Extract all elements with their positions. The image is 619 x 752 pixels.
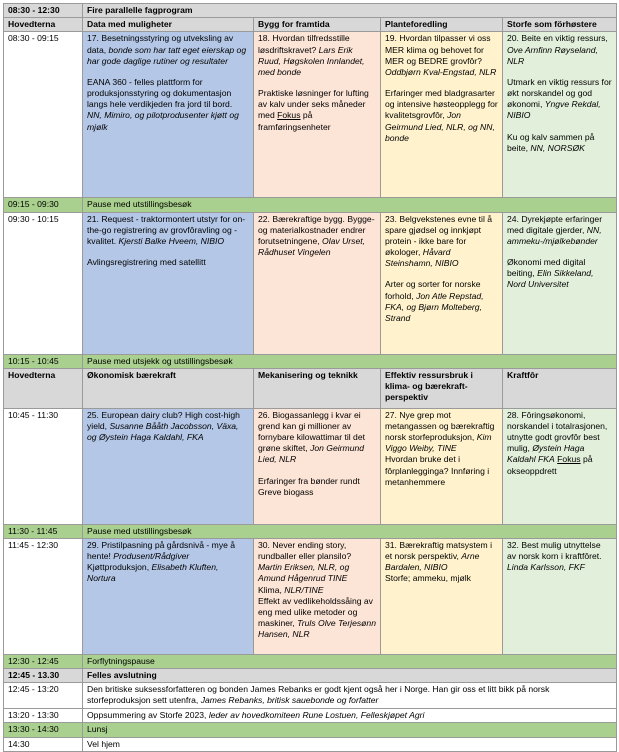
talk-24: 24. Dyrekjøpte erfaringer med digitale gjerder, NN, ammeku-/mjølkebønder Økonomi med digital beiting, Elin Sikkeland, Nord Universitet: [503, 212, 617, 354]
move-time: 12:30 - 12:45: [4, 654, 83, 668]
end-time: 14:30: [4, 737, 83, 751]
theme-storfe: Storfe som förhøstere: [503, 18, 617, 32]
pause-row-3: [4, 524, 617, 538]
session-time: 09:30 - 10:15: [4, 212, 83, 354]
move-label: Forflytningspause: [83, 654, 617, 668]
talk-17: 17. Besetningsstyring og utveksling av data, bonde som har tatt eget eierskap og har gode daglige rutiner og resultater EANA 360 - felles plattform for produksjonsstyring og dokumentasjon langs hele verdikjeden fra jord til bord. NN, Mimiro, og pilotprodusenter kjøtt og mjølk: [83, 32, 254, 198]
session-time: 10:45 - 11:30: [4, 408, 83, 524]
pause-row-2: [4, 354, 617, 368]
end-label: Vel hjem: [83, 737, 617, 751]
pause-label: Pause med utstillingsbesøk: [83, 524, 617, 538]
summary-talk: Oppsummering av Storfe 2023, leder av hovedkomiteen Rune Lostuen, Felleskjøpet Agri: [83, 709, 617, 723]
talk-23: 23. Belgvekstenes evne til å spare gjødsel og innkjøpt protein - ikke bare for økologer, Håvard Steinshamn, NIBIO Arter og sorter for norske forhold, Jon Atle Repstad, FKA, og Bjørn Molteberg, Strand: [381, 212, 503, 354]
closing-talk-time: 12:45 - 13:20: [4, 683, 83, 709]
talk-30: 30. Never ending story, rundballer eller plansilo? Martin Eriksen, NLR, og Amund Hågenrud TINE Klima, NLR/TINE Effekt av vedlikeholdssåing av eng med ulike metoder og maskiner, Truls Olve Terjesønn Hansen, NLR: [254, 538, 381, 654]
closing-row: [4, 669, 617, 683]
pause-label: Pause med utsjekk og utstillingsbesøk: [83, 354, 617, 368]
theme-okonomi: Økonomisk bærekraft: [83, 368, 254, 408]
closing-talk-row: [4, 683, 617, 709]
theme-label: Hovedterna: [4, 18, 83, 32]
theme-row-2: [4, 368, 617, 408]
header-time: 08:30 - 12:30: [4, 4, 83, 18]
move-row: [4, 654, 617, 668]
talk-20: 20. Beite en viktig ressurs, Ove Arnfinn Røyseland, NLR Utmark en viktig ressurs for økt norskandel og god økonomi, Yngve Rekdal, NIBIO Ku og kalv sammen på beite, NN, NORSØK: [503, 32, 617, 198]
talk-31: 31. Bærekraftig matsystem i et norsk perspektiv, Arne Bardalen, NIBIO Storfe; ammeku, mjølk: [381, 538, 503, 654]
theme-mekanisering: Mekanisering og teknikk: [254, 368, 381, 408]
session-row-1: [4, 32, 617, 198]
header-title: Fire parallelle fagprogram: [83, 4, 617, 18]
program-table: [3, 3, 617, 752]
theme-kraftfor: Kraftfôr: [503, 368, 617, 408]
talk-29: 29. Pristilpasning på gårdsnivå - mye å hente! Produsent/Rådgiver Kjøttproduksjon, Elisabeth Kluften, Nortura: [83, 538, 254, 654]
talk-27: 27. Nye grep mot metangassen og bærekraftig norsk storfeproduksjon, Kim Viggo Weiby, TINE Hvordan bruke det i fôrplanlegginga? Innføring i metanhemmere: [381, 408, 503, 524]
pause-time: 10:15 - 10:45: [4, 354, 83, 368]
closing-time: 12:45 - 13.30: [4, 669, 83, 683]
talk-22: 22. Bærekraftige bygg. Bygge- og materialkostnader endrer forutsetningene, Olav Urset, Rådhuset Vingelen: [254, 212, 381, 354]
pause-label: Pause med utstillingsbesøk: [83, 198, 617, 212]
talk-18: 18. Hvordan tilfredsstille løsdriftskravet? Lars Erik Ruud, Høgskolen Innlandet, med bonde Praktiske løsninger for lufting av kalv under seks måneder med Fokus på framføringsenheter: [254, 32, 381, 198]
theme-plante: Planteforedling: [381, 18, 503, 32]
talk-28: 28. Fôringsøkonomi, norskandel i totalrasjonen, utnytte godt grovfôr best mulig, Øystein Haga Kaldahl FKA Fokus på okseoppdrett: [503, 408, 617, 524]
session-row-2: [4, 212, 617, 354]
pause-time: 11:30 - 11:45: [4, 524, 83, 538]
summary-time: 13:20 - 13:30: [4, 709, 83, 723]
end-row: [4, 737, 617, 751]
lunch-row: [4, 723, 617, 737]
summary-row: [4, 709, 617, 723]
talk-21: 21. Request - traktormontert utstyr for on-the-go registrering av grovfôravling og -kvalitet. Kjersti Balke Hveem, NIBIO Avlingsregistrering med satellitt: [83, 212, 254, 354]
theme-data: Data med muligheter: [83, 18, 254, 32]
talk-32: 32. Best mulig utnyttelse av norsk korn i kraftfôret. Linda Karlsson, FKF: [503, 538, 617, 654]
lunch-time: 13:30 - 14:30: [4, 723, 83, 737]
session-row-3: [4, 408, 617, 524]
closing-label: Felles avslutning: [83, 669, 617, 683]
theme-row-1: [4, 18, 617, 32]
theme-ressursbruk: Effektiv ressursbruk i klima- og bærekraft-perspektiv: [381, 368, 503, 408]
closing-talk: Den britiske suksessforfatteren og bonden James Rebanks er godt kjent også her i Norge. Han gir oss et litt bikk på norsk storfeproduksjon sett utenfra, James Rebanks, britisk sauebonde og forfatter: [83, 683, 617, 709]
talk-25: 25. European dairy club? High cost-high yield, Susanne Bååth Jacobsson, Växa, og Øystein Haga Kaldahl, FKA: [83, 408, 254, 524]
theme-label: Hovedterna: [4, 368, 83, 408]
program-header-row: [4, 4, 617, 18]
session-time: 08:30 - 09:15: [4, 32, 83, 198]
talk-26: 26. Biogassanlegg i kvar ei grend kan gi millioner av fornybare kilowattimar til det grøne skiftet, Jon Geirmund Lied, NLR Erfaringer fra bønder rundt Greve biogass: [254, 408, 381, 524]
session-time: 11:45 - 12:30: [4, 538, 83, 654]
theme-bygg: Bygg for framtida: [254, 18, 381, 32]
pause-row-1: [4, 198, 617, 212]
pause-time: 09:15 - 09:30: [4, 198, 83, 212]
session-row-4: [4, 538, 617, 654]
talk-19: 19. Hvordan tilpasser vi oss MER klima og behovet for MER og BEDRE grovfôr? Oddbjørn Kval-Engstad, NLR Erfaringer med bladgrasarter og intensive høsteopplegg for kvalitetsgrovfôr, Jon Geirmund Lied, NLR, og NN, bonde: [381, 32, 503, 198]
lunch-label: Lunsj: [83, 723, 617, 737]
